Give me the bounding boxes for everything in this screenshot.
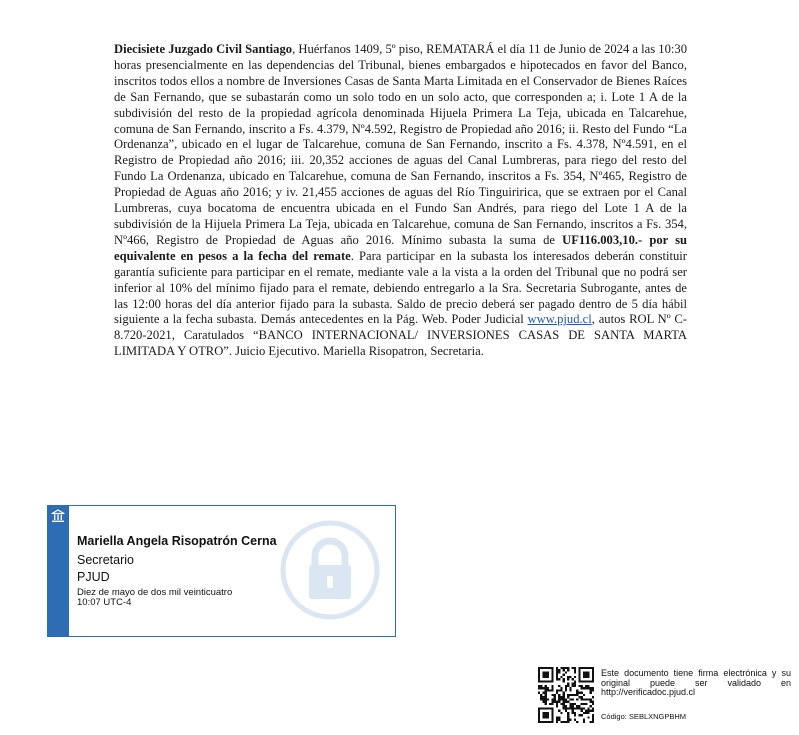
signature-date: Diez de mayo de dos mil veinticuatro	[77, 587, 233, 598]
signer-role: Secretario	[77, 553, 134, 567]
court-name: Diecisiete Juzgado Civil Santiago	[114, 42, 293, 56]
notice-body-3: , autos ROL Nº C-8.720-2021, Caratulados “BANCO INTERNACIONAL/ INVERSIONES CASAS DE SANTA MARTA LIMITADA Y OTRO”. Juicio Ejecutivo. Mariella Risopatron, Secretaria.	[114, 312, 687, 359]
courthouse-icon	[51, 509, 65, 523]
padlock-icon	[278, 518, 382, 622]
verification-note: Este documento tiene firma electrónica y su original puede ser validado en http://verificadoc.pjud.cl	[601, 668, 791, 698]
pjud-link[interactable]: www.pjud.cl	[527, 312, 592, 327]
signature-time: 10:07 UTC-4	[77, 597, 132, 608]
notice-body-2: . Para participar en la subasta los interesados deberán constituir garantía suficiente para participar en el remate, mediante vale a la vista a la orden del Tribunal que no podrá ser inferior al 10% del mínimo fijado para el remate, debiendo entregarlo a la Sra. Secretaria Subrogante, antes de las 12:00 horas del día anterior fijado para la subasta. Saldo de precio deberá ser pagado dentro de 5 día hábil siguiente a la fecha subasta. Demás antecedentes en la Pág. Web. Poder Judicial	[114, 248, 687, 327]
signer-name: Mariella Angela Risopatrón Cerna	[77, 534, 277, 548]
qr-code-icon[interactable]	[538, 667, 594, 723]
minimum-amount: UF116.003,10.- por su equivalente en pesos a la fecha del remate	[114, 232, 687, 263]
auction-notice	[114, 42, 687, 360]
electronic-signature-box	[47, 505, 396, 637]
verification-code: Código: SEBLXNGPBHM	[601, 712, 687, 721]
notice-body-1: , Huérfanos 1409, 5º piso, REMATARÁ el día 11 de Junio de 2024 a las 10:30 horas presencialmente en las dependencias del Tribunal, bienes embargados e hipotecados en favor del Banco, inscritos todos ellos a nombre de Inversiones Casas de Santa Marta Limitada en el Conservador de Bienes Raíces de San Fernando, que se subastarán como un solo todo en un solo acto, que corresponden a; i. Lote 1 A de la subdivisión del resto de la propiedad agrícola denominada Hijuela Primera La Teja, ubicada en Talcarehue, comuna de San Fernando, inscrito a Fs. 4.379, Nº4.592, Registro de Propiedad año 2016; ii. Resto del Fundo “La Ordenanza”, ubicado en el lugar de Talcarehue, comuna de San Fernando, inscrito a Fs. 4.378, Nº4.591, en el Registro de Propiedad año 2016; iii. 20,352 acciones de aguas del Canal Lumbreras, para riego del resto del Fundo La Ordenanza, ubicado en Talcarehue, comuna de San Fernando, inscritos a Fs. 354, Nº465, Registro de Propiedad de Aguas año 2016; y iv. 21,455 acciones de aguas del Río Tinguiririca, que se extraen por el Canal Lumbreras, cuya bocatoma de encuentra ubicada en el Fundo San Andrés, para riego del Lote 1 A de la subdivisión de la Hijuela Primera La Teja, ubicada en Talcarehue, comuna de San Fernando, inscritos a Fs. 354, Nº466, Registro de Propiedad de Aguas año 2016. Mínimo subasta la suma de	[114, 42, 687, 247]
signature-side-bar	[48, 506, 69, 636]
signer-organization: PJUD	[77, 570, 110, 584]
